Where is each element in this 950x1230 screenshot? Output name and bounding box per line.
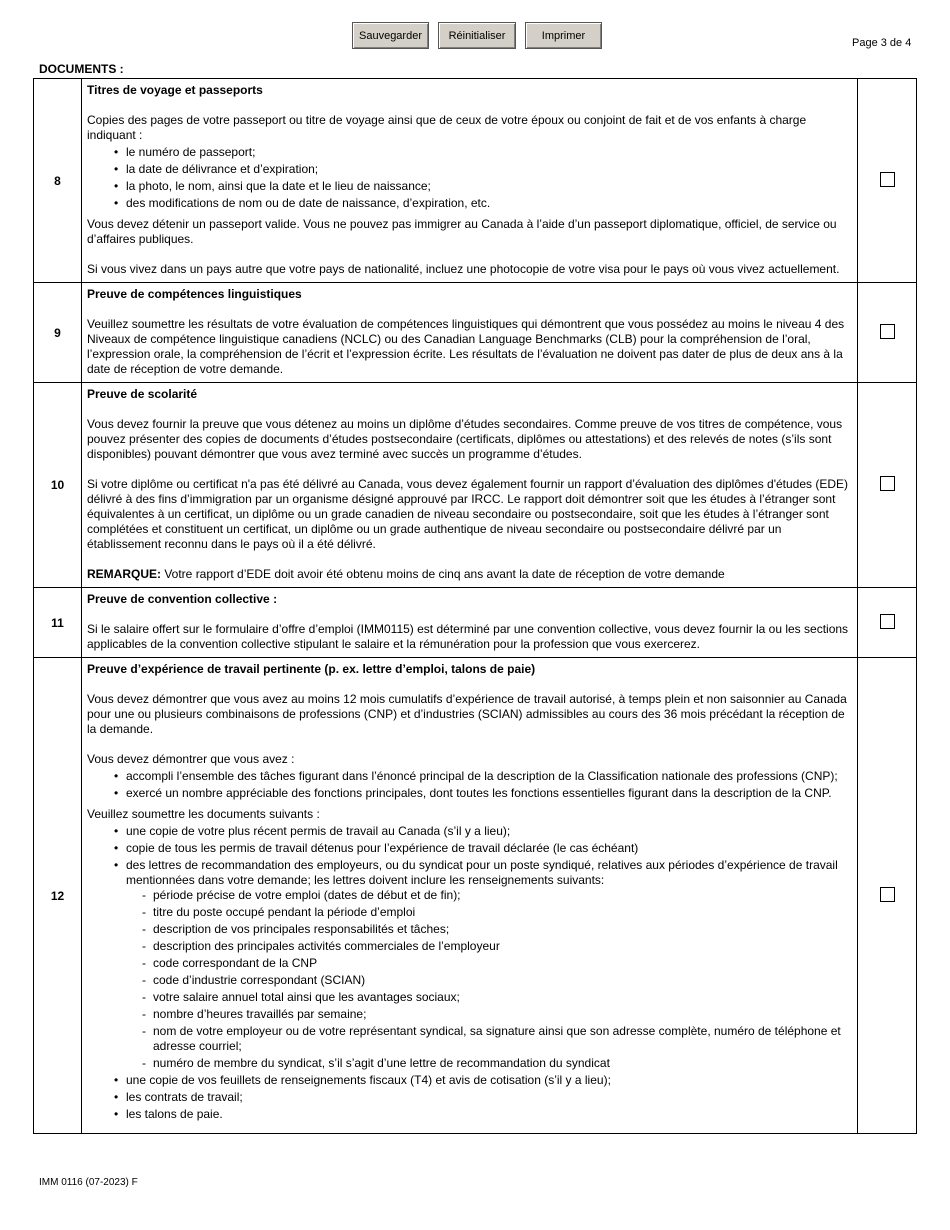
sub-list-item: - nombre d’heures travaillés par semaine; (126, 1007, 851, 1022)
list-item: • la date de délivrance et d’expiration; (87, 162, 851, 177)
bullet-list (87, 769, 851, 801)
checkbox-row-10[interactable] (880, 476, 895, 491)
row-number: 11 (34, 588, 82, 658)
row-text: Si le salaire offert sur le formulaire d’offre d’emploi (IMM0115) est déterminé par une convention collective, vous devez fournir la ou les sections applicables de la convention collective stipulant le salaire et la rémunération pour la profession que vous exercerez. (87, 622, 849, 651)
list-item: • copie de tous les permis de travail détenus pour l’expérience de travail déclarée (le cas échéant) (87, 841, 851, 856)
row-number: 12 (34, 658, 82, 1134)
sub-list-item: - titre du poste occupé pendant la période d’emploi (126, 905, 851, 920)
row-check-cell (858, 283, 917, 383)
list-item-text: des lettres de recommandation des employeurs, ou du syndicat pour un poste syndiqué, relatives aux périodes d’expérience de travail mentionnées dans votre demande; les lettres doivent inclure les renseignements suivants: (126, 858, 838, 887)
sub-list-item: - numéro de membre du syndicat, s’il s’agit d’une lettre de recommandation du syndicat (126, 1056, 851, 1071)
row-text: Veuillez soumettre les résultats de votre évaluation de compétences linguistiques qui démontrent que vous possédez au moins le niveau 4 des Niveaux de compétence linguistique canadiens (NCLC) ou des Canadian Language Benchmarks (CLB) pour la compréhension de l’oral, l’expression orale, la compréhension de l’écrit et l’expression écrite. Les résultats de l’évaluation ne doivent pas dater de plus de deux ans à la date de réception de votre demande. (87, 317, 845, 376)
row-content (82, 79, 858, 283)
table-row (34, 383, 917, 588)
table-row (34, 658, 917, 1134)
reset-button[interactable]: Réinitialiser (438, 22, 516, 49)
table-row (34, 79, 917, 283)
row-text: Si votre diplôme ou certificat n'a pas été délivré au Canada, vous devez également fournir un rapport d’évaluation des diplômes d'études (EDE) délivré à des fins d’immigration par un organisme désigné approuvé par IRCC. Le rapport doit démontrer soit que les études à l’étranger sont équivalentes à un certificat, un diplôme ou un grade canadien de niveau secondaire ou postsecondaire, soit que les études à l’étranger sont complétées et constituent un certificat, un diplôme ou un grade authentique de niveau secondaire ou postsecondaire délivré par un établissement reconnu dans le pays où il a été délivré. (87, 477, 849, 551)
sub-list-item: - période précise de votre emploi (dates de début et de fin); (126, 888, 851, 903)
row-text: Veuillez soumettre les documents suivants : (87, 807, 320, 821)
row-text: Vous devez démontrer que vous avez au moins 12 mois cumulatifs d’expérience de travail autorisé, à temps plein et non saisonnier au Canada pour une ou plusieurs combinaisons de professions (CNP) et d’industries (SCIAN) admissibles au cours des 36 mois précédant la réception de la demande. (87, 692, 847, 736)
row-text: Vous devez fournir la preuve que vous détenez au moins un diplôme d’études secondaires. Comme preuve de vos titres de compétence, vous pouvez présenter des copies de documents d’études postsecondaire (certificats, diplômes ou attestations) et des relevés de notes (s’ils sont disponibles) pouvant démontrer que vous avez terminé avec succès un programme d’études. (87, 417, 843, 461)
print-button[interactable]: Imprimer (525, 22, 602, 49)
sub-list-item: - description de vos principales responsabilités et tâches; (126, 922, 851, 937)
form-code: IMM 0116 (07-2023) F (39, 1177, 138, 1188)
sub-list-item: - code correspondant de la CNP (126, 956, 851, 971)
checkbox-row-9[interactable] (880, 324, 895, 339)
row-check-cell (858, 588, 917, 658)
list-item: • exercé un nombre appréciable des fonctions principales, dont toutes les fonctions essentielles figurant dans la description de la CNP. (87, 786, 851, 801)
list-item: • les contrats de travail; (87, 1090, 851, 1105)
row-title: Preuve de scolarité (87, 387, 198, 401)
row-text: Copies des pages de votre passeport ou titre de voyage ainsi que de ceux de votre époux ou conjoint de fait et de vos enfants à charge indiquant : (87, 113, 807, 142)
sub-list-item: - description des principales activités commerciales de l’employeur (126, 939, 851, 954)
row-number: 9 (34, 283, 82, 383)
row-text: Vous devez démontrer que vous avez : (87, 752, 295, 766)
remark-text: Votre rapport d’EDE doit avoir été obtenu moins de cinq ans avant la date de réception de votre demande (161, 567, 725, 581)
section-title: DOCUMENTS : (39, 62, 124, 76)
checkbox-row-11[interactable] (880, 614, 895, 629)
sub-list (126, 888, 851, 1071)
remark-label: REMARQUE: (87, 567, 161, 581)
page-number: Page 3 de 4 (852, 37, 912, 49)
table-row (34, 283, 917, 383)
row-check-cell (858, 658, 917, 1134)
table-row (34, 588, 917, 658)
list-item: • la photo, le nom, ainsi que la date et le lieu de naissance; (87, 179, 851, 194)
list-item: • des modifications de nom ou de date de naissance, d’expiration, etc. (87, 196, 851, 211)
row-content (82, 383, 858, 588)
list-item: • une copie de votre plus récent permis de travail au Canada (s’il y a lieu); (87, 824, 851, 839)
sub-list-item: - votre salaire annuel total ainsi que les avantages sociaux; (126, 990, 851, 1005)
row-title: Preuve de convention collective : (87, 592, 278, 606)
bullet-list (87, 145, 851, 211)
row-title: Titres de voyage et passeports (87, 83, 263, 97)
row-title: Preuve d’expérience de travail pertinente (p. ex. lettre d’emploi, talons de paie) (87, 662, 536, 676)
checkbox-row-12[interactable] (880, 887, 895, 902)
row-content (82, 588, 858, 658)
list-item (87, 858, 851, 1071)
row-number: 10 (34, 383, 82, 588)
list-item: • accompli l’ensemble des tâches figurant dans l’énoncé principal de la description de la Classification nationale des professions (CNP); (87, 769, 851, 784)
row-content (82, 658, 858, 1134)
row-title: Preuve de compétences linguistiques (87, 287, 302, 301)
row-text: Si vous vivez dans un pays autre que votre pays de nationalité, incluez une photocopie de votre visa pour le pays où vous vivez actuellement. (87, 262, 840, 276)
documents-table (33, 78, 917, 1134)
save-button[interactable]: Sauvegarder (352, 22, 429, 49)
list-item: • le numéro de passeport; (87, 145, 851, 160)
row-content (82, 283, 858, 383)
list-item: • une copie de vos feuillets de renseignements fiscaux (T4) et avis de cotisation (s’il y a lieu); (87, 1073, 851, 1088)
row-check-cell (858, 383, 917, 588)
row-check-cell (858, 79, 917, 283)
remark (87, 567, 851, 582)
row-text: Vous devez détenir un passeport valide. Vous ne pouvez pas immigrer au Canada à l’aide d’un passeport diplomatique, officiel, de service ou d’affaires publiques. (87, 217, 837, 246)
checkbox-row-8[interactable] (880, 172, 895, 187)
list-item: • les talons de paie. (87, 1107, 851, 1122)
sub-list-item: - nom de votre employeur ou de votre représentant syndical, sa signature ainsi que son adresse complète, numéro de téléphone et adresse courriel; (126, 1024, 851, 1054)
sub-list-item: - code d’industrie correspondant (SCIAN) (126, 973, 851, 988)
bullet-list (87, 824, 851, 1122)
form-toolbar (352, 22, 602, 49)
row-number: 8 (34, 79, 82, 283)
